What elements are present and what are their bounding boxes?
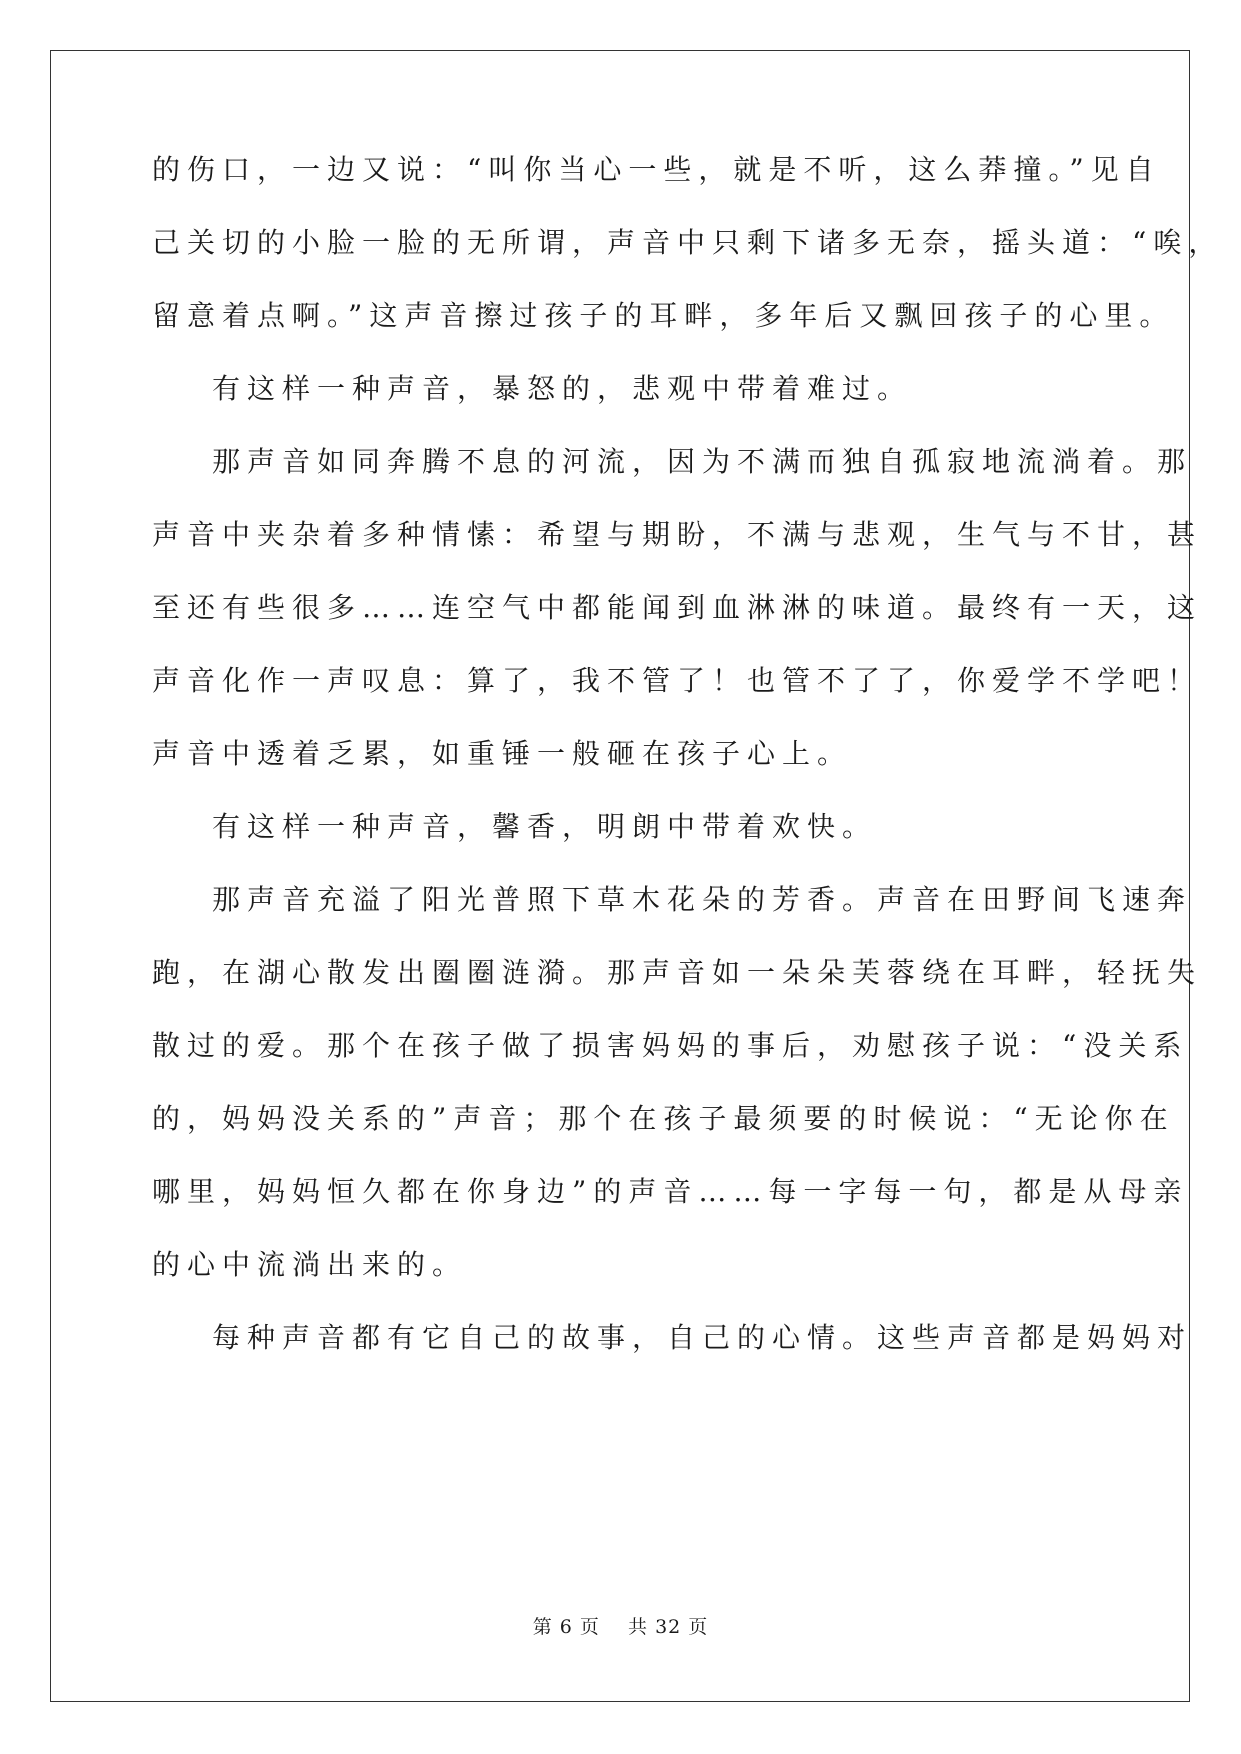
text-line: 的心中流淌出来的。 [152, 1248, 468, 1281]
text-line: 那声音充溢了阳光普照下草木花朵的芳香。声音在田野间飞速奔 [212, 883, 1193, 916]
text-line: 跑，在湖心散发出圈圈涟漪。那声音如一朵朵芙蓉绕在耳畔，轻抚失 [152, 956, 1203, 989]
text-line: 的伤口，一边又说：“叫你当心一些，就是不听，这么莽撞。”见自 [152, 153, 1161, 186]
text-line: 每种声音都有它自己的故事，自己的心情。这些声音都是妈妈对 [212, 1321, 1193, 1354]
text-line: 留意着点啊。”这声音擦过孩子的耳畔，多年后又飘回孩子的心里。 [152, 299, 1175, 332]
text-line: 声音化作一声叹息：算了，我不管了！也管不了了，你爱学不学吧！ [152, 664, 1203, 697]
text-line: 己关切的小脸一脸的无所谓，声音中只剩下诸多无奈，摇头道：“唉， [152, 226, 1224, 259]
text-line: 至还有些很多……连空气中都能闻到血淋淋的味道。最终有一天，这 [152, 591, 1203, 624]
text-line: 那声音如同奔腾不息的河流，因为不满而独自孤寂地流淌着。那 [212, 445, 1193, 478]
text-line: 散过的爱。那个在孩子做了损害妈妈的事后，劝慰孩子说：“没关系 [152, 1029, 1189, 1062]
text-line: 声音中透着乏累，如重锤一般砸在孩子心上。 [152, 737, 853, 770]
page-number-footer: 第 6 页 共 32 页 [532, 1616, 709, 1638]
text-line: 有这样一种声音，馨香，明朗中带着欢快。 [212, 810, 878, 843]
text-line: 声音中夹杂着多种情愫：希望与期盼，不满与悲观，生气与不甘，甚 [152, 518, 1203, 551]
text-line: 有这样一种声音，暴怒的，悲观中带着难过。 [212, 372, 913, 405]
text-line: 的，妈妈没关系的”声音；那个在孩子最须要的时候说：“无论你在 [152, 1102, 1175, 1135]
text-line: 哪里，妈妈恒久都在你身边”的声音……每一字每一句，都是从母亲 [152, 1175, 1189, 1208]
